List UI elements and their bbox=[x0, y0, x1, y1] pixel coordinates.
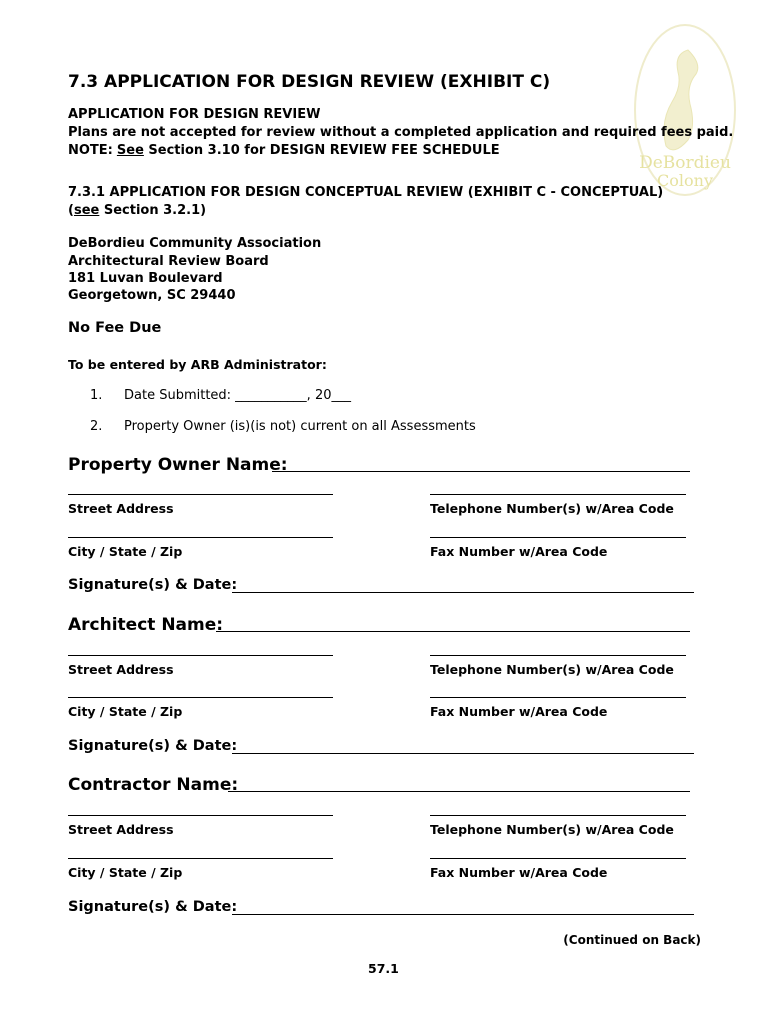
owner-fax-field[interactable] bbox=[430, 537, 686, 538]
address-line-2: Architectural Review Board bbox=[68, 254, 269, 269]
contractor-name-field[interactable] bbox=[228, 791, 690, 792]
architect-fax-label: Fax Number w/Area Code bbox=[430, 704, 608, 719]
fee-status: No Fee Due bbox=[68, 320, 162, 336]
owner-signature-label: Signature(s) & Date: bbox=[68, 577, 238, 593]
note-label: NOTE: bbox=[68, 143, 113, 158]
architect-city-label: City / State / Zip bbox=[68, 704, 183, 719]
owner-name-field[interactable] bbox=[272, 471, 690, 472]
see-open: ( bbox=[68, 203, 74, 218]
intro-line-2: Plans are not accepted for review without a completed application and required fees paid. bbox=[68, 125, 734, 140]
contractor-signature-field[interactable] bbox=[232, 914, 694, 915]
architect-city-field[interactable] bbox=[68, 697, 333, 698]
owner-street-label: Street Address bbox=[68, 501, 174, 516]
note-rest: Section 3.10 for DESIGN REVIEW FEE SCHEDULE bbox=[143, 143, 500, 158]
owner-signature-field[interactable] bbox=[232, 592, 694, 593]
address-line-4: Georgetown, SC 29440 bbox=[68, 288, 236, 303]
page-number: 57.1 bbox=[368, 961, 399, 976]
owner-city-field[interactable] bbox=[68, 537, 333, 538]
architect-name-label: Architect Name: bbox=[68, 615, 224, 635]
admin-item-1-text: Date Submitted: ___________, 20___ bbox=[124, 388, 351, 403]
contractor-phone-label: Telephone Number(s) w/Area Code bbox=[430, 822, 674, 837]
address-line-1: DeBordieu Community Association bbox=[68, 236, 322, 251]
address-line-3: 181 Luvan Boulevard bbox=[68, 271, 223, 286]
architect-fax-field[interactable] bbox=[430, 697, 686, 698]
watermark-text-1: DeBordieu bbox=[639, 153, 731, 173]
owner-phone-label: Telephone Number(s) w/Area Code bbox=[430, 501, 674, 516]
architect-phone-field[interactable] bbox=[430, 655, 686, 656]
contractor-signature-label: Signature(s) & Date: bbox=[68, 899, 238, 915]
architect-street-label: Street Address bbox=[68, 662, 174, 677]
intro-line-1: APPLICATION FOR DESIGN REVIEW bbox=[68, 107, 321, 122]
contractor-street-label: Street Address bbox=[68, 822, 174, 837]
see-link-text: see bbox=[73, 203, 100, 218]
architect-phone-label: Telephone Number(s) w/Area Code bbox=[430, 662, 674, 677]
continued-note: (Continued on Back) bbox=[563, 933, 701, 947]
contractor-city-field[interactable] bbox=[68, 858, 333, 859]
owner-city-label: City / State / Zip bbox=[68, 544, 183, 559]
contractor-street-field[interactable] bbox=[68, 815, 333, 816]
see-rest: Section 3.2.1) bbox=[99, 203, 207, 218]
architect-street-field[interactable] bbox=[68, 655, 333, 656]
page-heading: 7.3 APPLICATION FOR DESIGN REVIEW (EXHIBIT C) bbox=[68, 72, 551, 92]
contractor-fax-label: Fax Number w/Area Code bbox=[430, 865, 608, 880]
intro-note bbox=[68, 143, 500, 158]
contractor-fax-field[interactable] bbox=[430, 858, 686, 859]
admin-heading: To be entered by ARB Administrator: bbox=[68, 357, 327, 372]
note-see: See bbox=[116, 143, 144, 158]
architect-name-field[interactable] bbox=[216, 631, 690, 632]
watermark-text-2: Colony bbox=[657, 171, 713, 190]
admin-item-1-number: 1. bbox=[90, 388, 103, 403]
architect-signature-label: Signature(s) & Date: bbox=[68, 738, 238, 754]
owner-fax-label: Fax Number w/Area Code bbox=[430, 544, 608, 559]
section-see bbox=[68, 203, 206, 218]
contractor-city-label: City / State / Zip bbox=[68, 865, 183, 880]
owner-name-label: Property Owner Name: bbox=[68, 455, 288, 475]
architect-signature-field[interactable] bbox=[232, 753, 694, 754]
admin-item-2-number: 2. bbox=[90, 419, 103, 434]
contractor-name-label: Contractor Name: bbox=[68, 775, 239, 795]
contractor-phone-field[interactable] bbox=[430, 815, 686, 816]
section-title: 7.3.1 APPLICATION FOR DESIGN CONCEPTUAL REVIEW (EXHIBIT C - CONCEPTUAL) bbox=[68, 185, 664, 200]
owner-street-field[interactable] bbox=[68, 494, 333, 495]
owner-phone-field[interactable] bbox=[430, 494, 686, 495]
admin-item-2-text: Property Owner (is)(is not) current on all Assessments bbox=[124, 419, 476, 434]
